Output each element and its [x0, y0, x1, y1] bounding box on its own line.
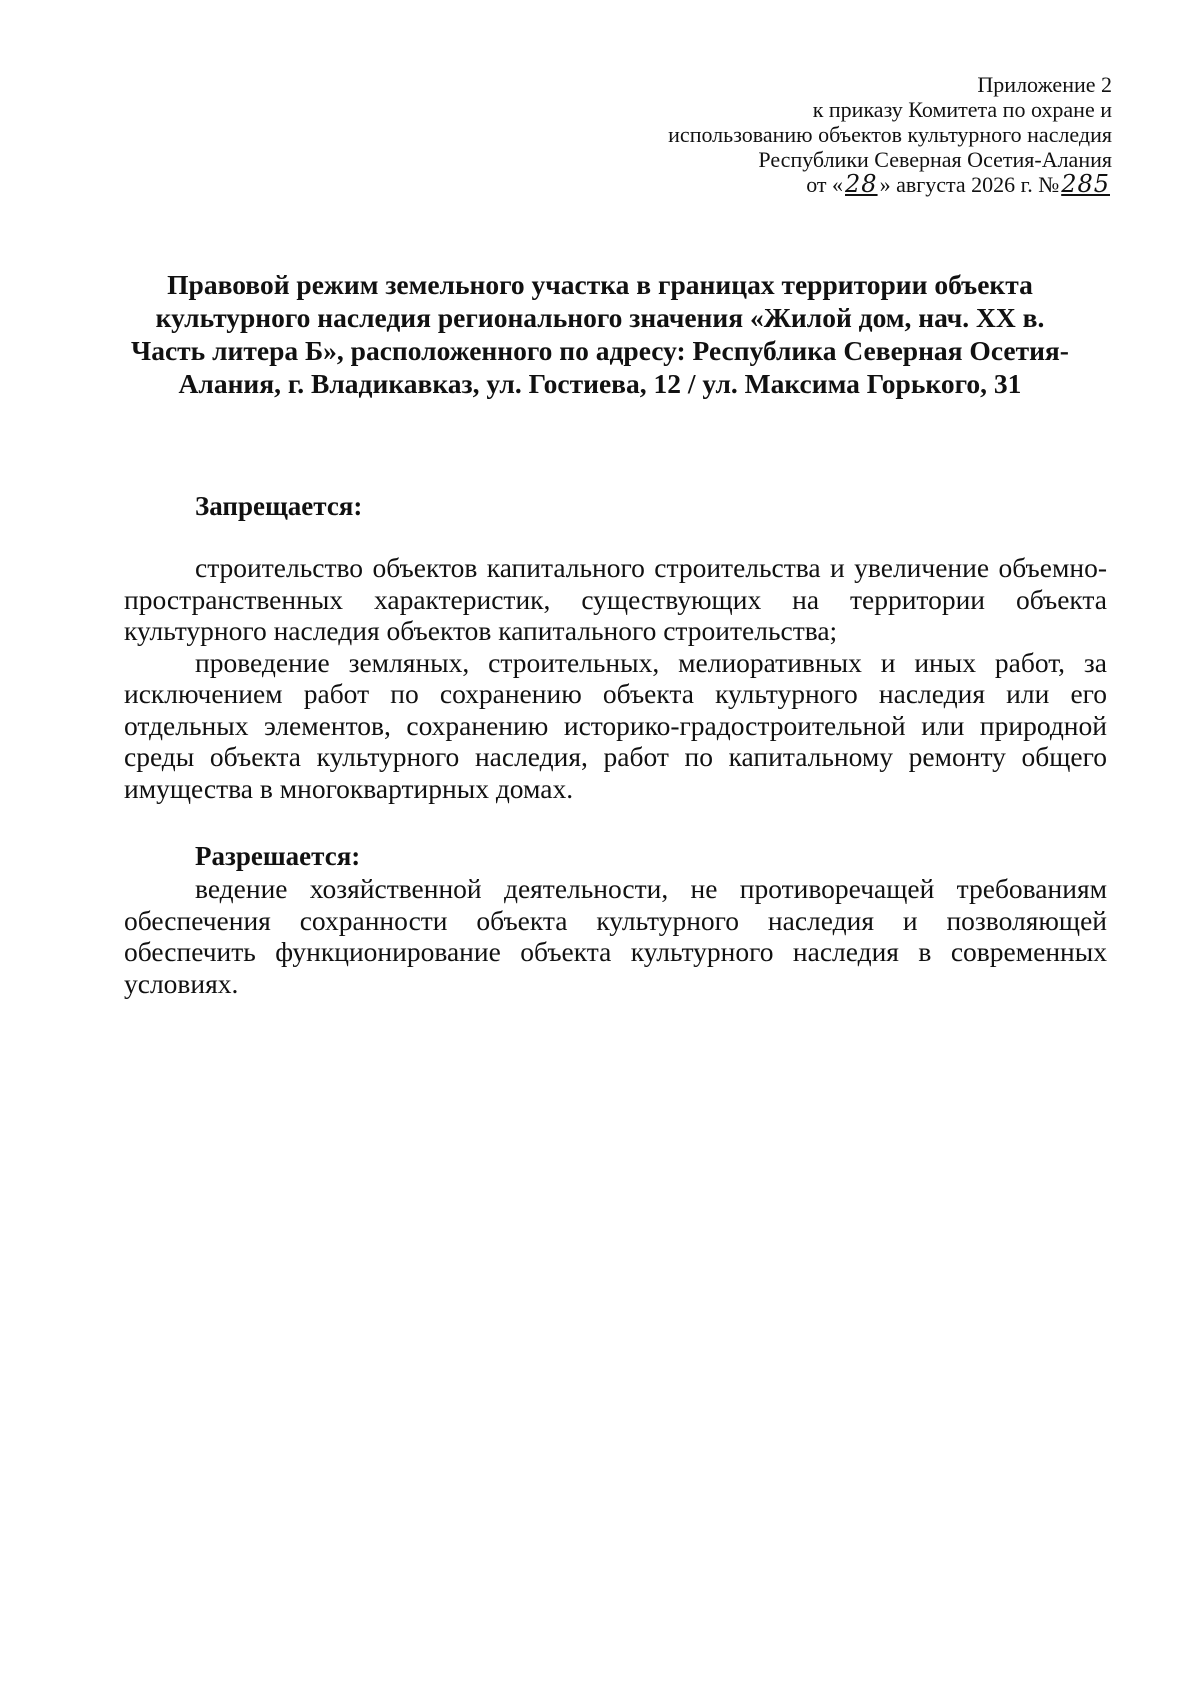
order-date-line [552, 172, 1112, 197]
document-title: Правовой режим земельного участка в границах территории объекта культурного наследия регионального значения «Жилой дом, нач. XX в. Часть литера Б», расположенного по адресу: Республика Северная Осетия-Алания, г. Владикавказ, ул. Гостиева, 12 / ул. Максима Горького, 31 [131, 269, 1069, 399]
republic-name-line: Республики Северная Осетия-Алания [758, 147, 1112, 172]
prohibited-heading: Запрещается: [195, 491, 363, 521]
allowed-paragraph: ведение хозяйственной деятельности, не противоречащей требованиям обеспечения сохранности объекта культурного наследия и позволяющей обеспечить функционирование объекта культурного наследия в современных условиях. [124, 873, 1107, 999]
committee-name-line: использованию объектов культурного наследия [668, 122, 1112, 147]
handwritten-order-number: 285 [1061, 170, 1110, 198]
prohibited-section [124, 552, 1107, 804]
order-reference-line: к приказу Комитета по охране и [812, 97, 1112, 122]
appendix-label: Приложение 2 [977, 72, 1112, 97]
prohibited-paragraph: проведение земляных, строительных, мелиоративных и иных работ, за исключением работ по сохранению объекта культурного наследия или его отдельных элементов, сохранению историко-градостроительной или природной среды объекта культурного наследия, работ по капитальному ремонту общего имущества в многоквартирных домах. [124, 646, 1107, 804]
allowed-heading: Разрешается: [195, 841, 361, 871]
allowed-section [124, 873, 1107, 999]
prohibited-paragraph: строительство объектов капитального строительства и увеличение объемно-пространственных характеристик, существующих на территории объекта культурного наследия объектов капитального строительства; [124, 552, 1107, 646]
date-prefix: от « [806, 172, 844, 197]
date-middle: » августа 2026 г. № [879, 172, 1060, 197]
handwritten-day: 28 [845, 170, 878, 198]
approval-block [552, 72, 1112, 197]
